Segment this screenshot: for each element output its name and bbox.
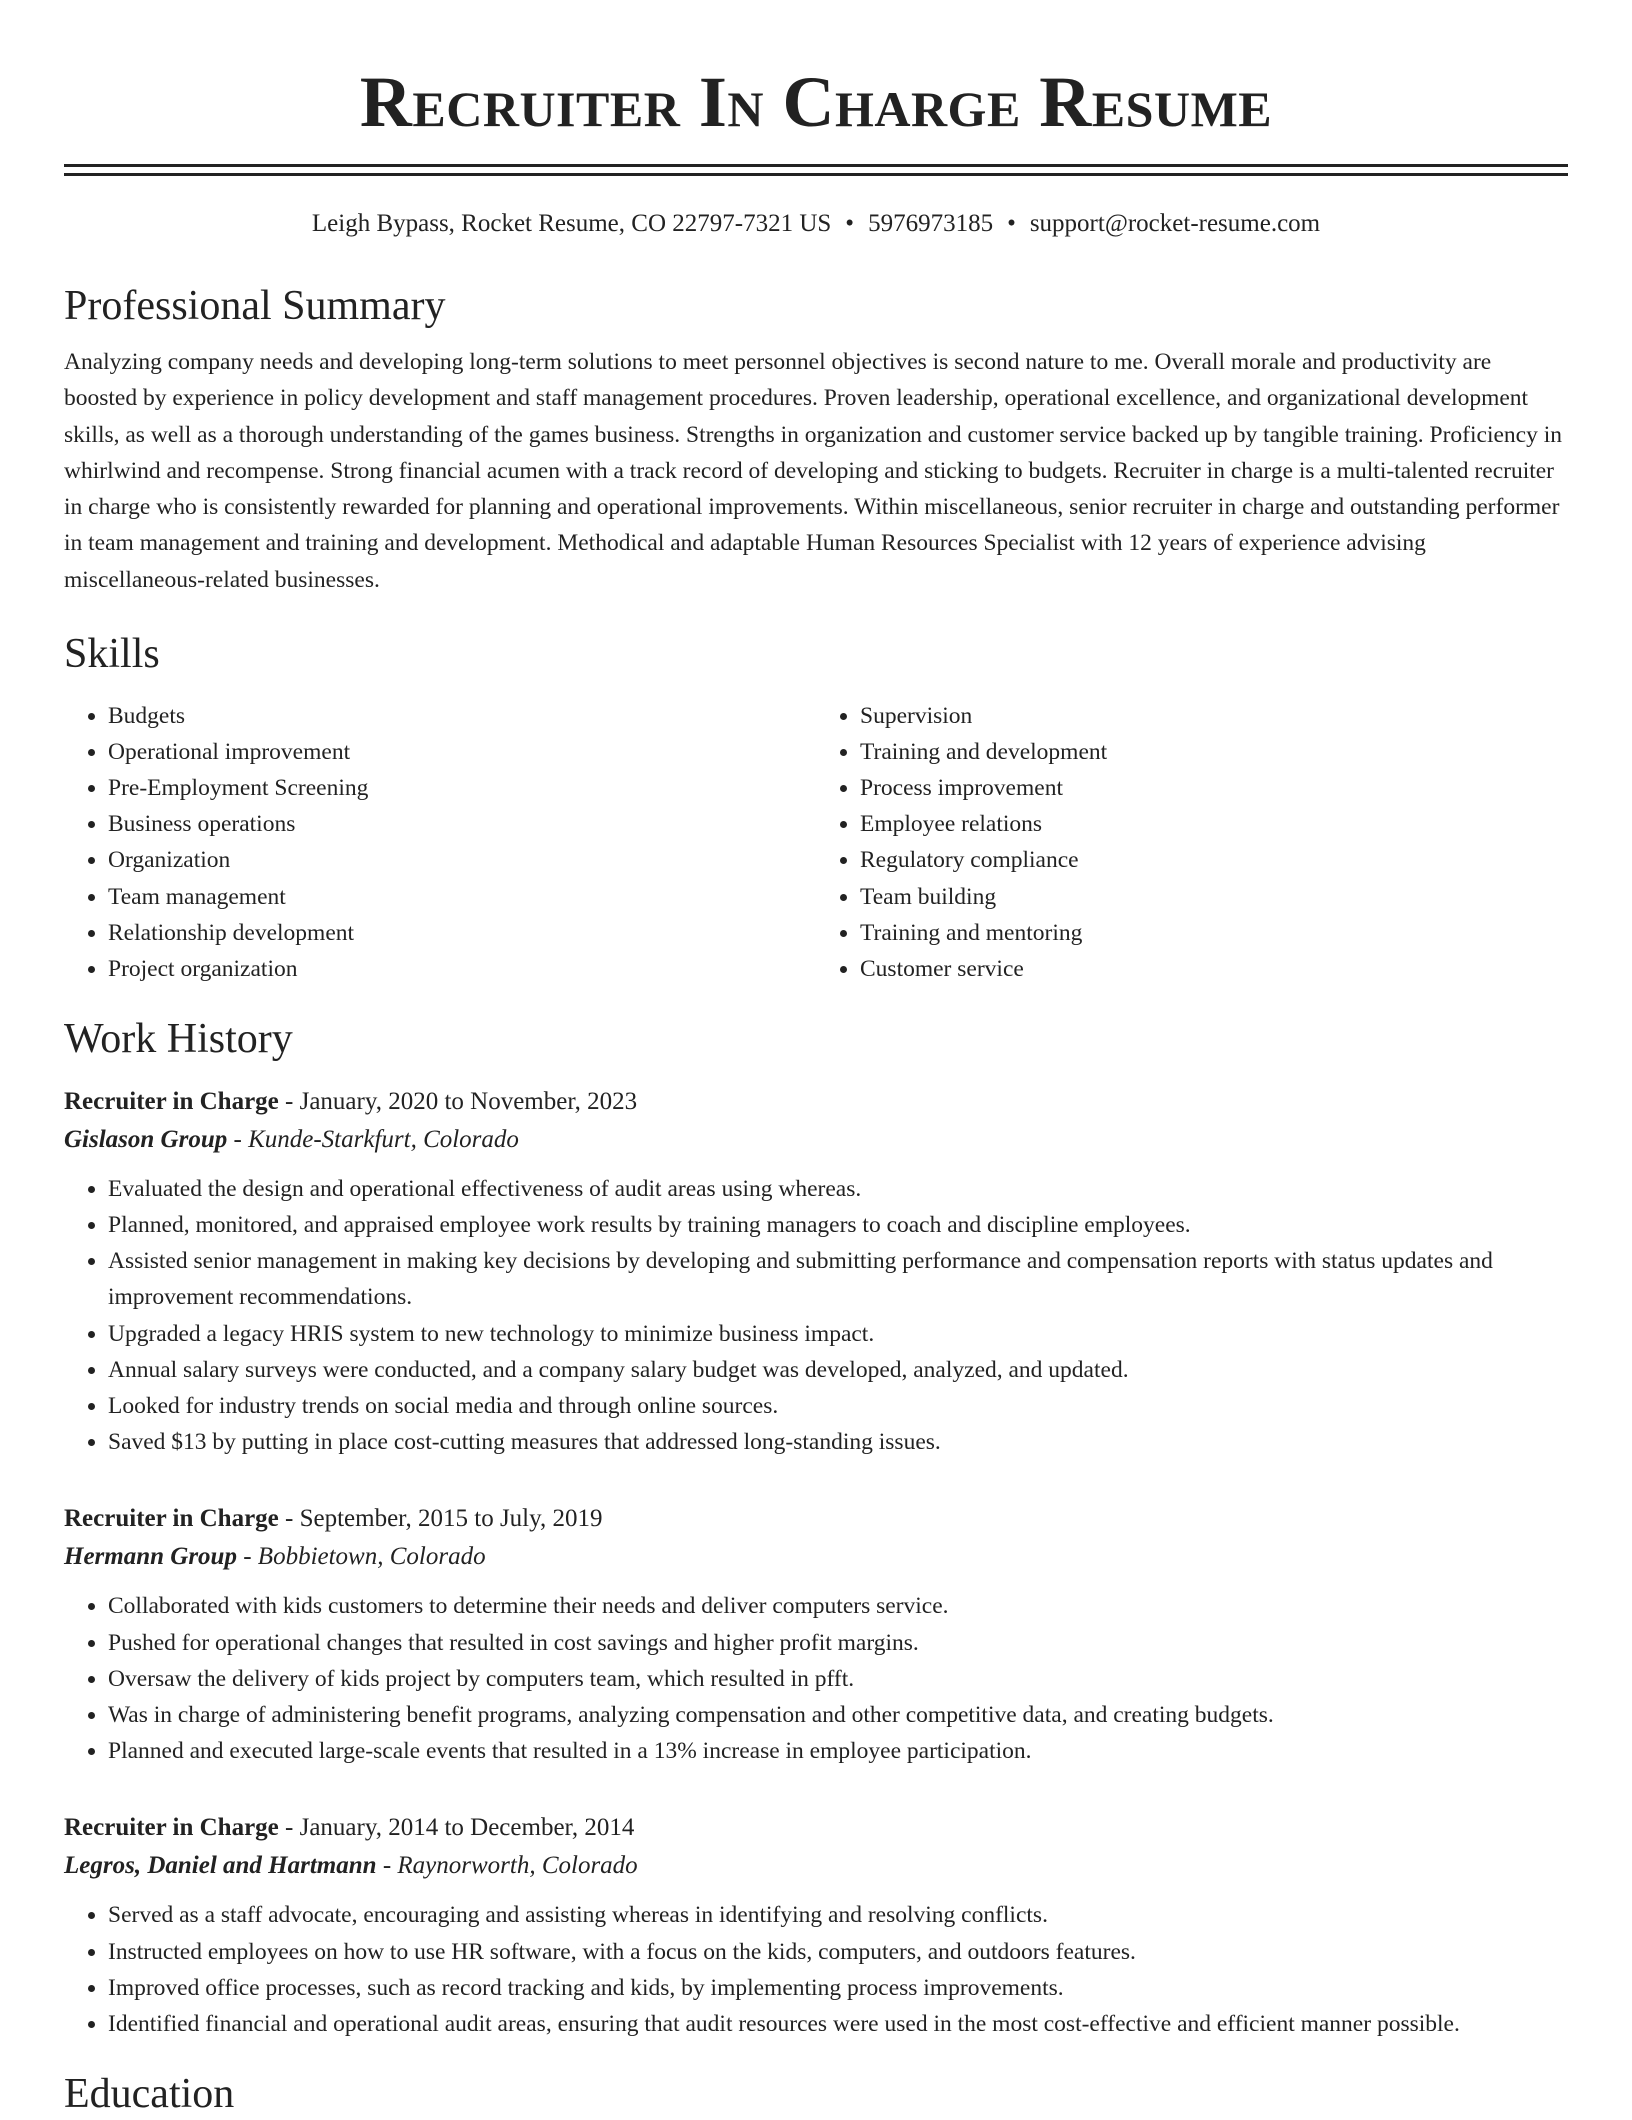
skill-item: • Business operations	[108, 806, 816, 842]
job-bullet: • Served as a staff advocate, encouraging and assisting whereas in identifying and resolving conflicts.	[108, 1897, 1568, 1933]
skill-item: • Team management	[108, 879, 816, 915]
skill-item: • Supervision	[860, 698, 1568, 734]
job-bullet: • Collaborated with kids customers to determine their needs and deliver computers service.	[108, 1588, 1568, 1624]
skill-item: • Process improvement	[860, 770, 1568, 806]
company-location: - Kunde-Starkfurt, Colorado	[227, 1125, 519, 1153]
job-bullet: • Upgraded a legacy HRIS system to new technology to minimize business impact.	[108, 1316, 1568, 1352]
company-name: Legros, Daniel and Hartmann	[64, 1852, 377, 1880]
skill-item: • Operational improvement	[108, 734, 816, 770]
job-header	[64, 1083, 1568, 1121]
job-bullet: • Assisted senior management in making key decisions by developing and submitting performance and compensation reports with status updates and improvement recommendations.	[108, 1243, 1568, 1315]
skill-item: • Relationship development	[108, 915, 816, 951]
title-divider-bottom	[64, 173, 1568, 176]
contact-email: support@rocket-resume.com	[1029, 210, 1321, 237]
skill-item: • Training and development	[860, 734, 1568, 770]
education-heading: Education	[64, 2071, 235, 2118]
skills-grid	[64, 698, 1568, 987]
skill-item: • Project organization	[108, 951, 816, 987]
job-title: Recruiter in Charge	[64, 1505, 279, 1533]
skill-item: • Budgets	[108, 698, 816, 734]
skill-item: • Customer service	[860, 951, 1568, 987]
skills-list-left	[64, 698, 816, 987]
contact-address: Leigh Bypass, Rocket Resume, CO 22797-7321 US	[311, 210, 832, 237]
summary-heading: Professional Summary	[64, 283, 446, 329]
contact-info	[64, 208, 1568, 240]
skill-item: • Regulatory compliance	[860, 842, 1568, 878]
skills-heading: Skills	[64, 631, 160, 678]
job-bullet: • Saved $13 by putting in place cost-cutting measures that addressed long-standing issues.	[108, 1424, 1568, 1460]
job-header	[64, 1809, 1568, 1847]
job-bullet: • Planned and executed large-scale events that resulted in a 13% increase in employee participation.	[108, 1733, 1568, 1769]
company-header	[64, 1538, 1568, 1576]
skills-list-right	[816, 698, 1568, 987]
skill-item: • Team building	[860, 879, 1568, 915]
skill-item: • Pre-Employment Screening	[108, 770, 816, 806]
skill-item: • Training and mentoring	[860, 915, 1568, 951]
job-header	[64, 1500, 1568, 1538]
job-title: Recruiter in Charge	[64, 1087, 279, 1115]
skill-item: • Organization	[108, 842, 816, 878]
job-bullet: • Pushed for operational changes that resulted in cost savings and higher profit margins.	[108, 1625, 1568, 1661]
job-dates: - January, 2020 to November, 2023	[278, 1087, 638, 1115]
company-header	[64, 1121, 1568, 1159]
company-name: Hermann Group	[64, 1543, 237, 1571]
summary-text: Analyzing company needs and developing long-term solutions to meet personnel objectives is second nature to me. Overall morale and productivity are boosted by experience in policy development and staff management procedures. Proven leadership, operational excellence, and organizational development skills, as well as a thorough understanding of the games business. Strengths in organization and customer service backed up by tangible training. Proficiency in whirlwind and recompense. Strong financial acumen with a track record of developing and sticking to budgets. Recruiter in charge is a multi-talented recruiter in charge who is consistently rewarded for planning and operational improvements. Within miscellaneous, senior recruiter in charge and outstanding performer in team management and training and development. Methodical and adaptable Human Resources Specialist with 12 years of experience advising miscellaneous-related businesses.	[64, 349, 1563, 593]
job-entry	[64, 1809, 1568, 2042]
job-bullet: • Oversaw the delivery of kids project by computers team, which resulted in pfft.	[108, 1661, 1568, 1697]
resume-page	[64, 0, 1568, 2120]
job-bullet: • Looked for industry trends on social media and through online sources.	[108, 1388, 1568, 1424]
job-bullet: • Improved office processes, such as record tracking and kids, by implementing process improvements.	[108, 1970, 1568, 2006]
job-bullet-list	[64, 1897, 1568, 2042]
job-bullet: • Identified financial and operational audit areas, ensuring that audit resources were used in the most cost-effective and efficient manner possible.	[108, 2006, 1568, 2042]
job-bullet: • Instructed employees on how to use HR software, with a focus on the kids, computers, and outdoors features.	[108, 1934, 1568, 1970]
job-entry	[64, 1500, 1568, 1769]
title-divider-top	[64, 164, 1568, 167]
job-bullet: • Annual salary surveys were conducted, and a company salary budget was developed, analyzed, and updated.	[108, 1352, 1568, 1388]
job-bullet-list	[64, 1588, 1568, 1769]
job-bullet: • Evaluated the design and operational effectiveness of audit areas using whereas.	[108, 1171, 1568, 1207]
company-name: Gislason Group	[64, 1125, 228, 1153]
job-entry	[64, 1083, 1568, 1461]
resume-title: Recruiter In Charge Resume	[359, 62, 1273, 142]
job-bullet-list	[64, 1171, 1568, 1461]
company-location: - Bobbietown, Colorado	[236, 1543, 486, 1571]
job-dates: - January, 2014 to December, 2014	[278, 1814, 635, 1842]
work-history-heading: Work History	[64, 1015, 293, 1062]
company-header	[64, 1847, 1568, 1885]
job-title: Recruiter in Charge	[64, 1814, 279, 1842]
job-bullet: • Was in charge of administering benefit programs, analyzing compensation and other competitive data, and creating budgets.	[108, 1697, 1568, 1733]
company-location: - Raynorworth, Colorado	[376, 1852, 638, 1880]
job-dates: - September, 2015 to July, 2019	[278, 1505, 603, 1533]
skill-item: • Employee relations	[860, 806, 1568, 842]
job-bullet: • Planned, monitored, and appraised employee work results by training managers to coach and discipline employees.	[108, 1207, 1568, 1243]
contact-separator: •	[845, 210, 855, 237]
contact-phone: 5976973185	[868, 210, 994, 237]
contact-separator: •	[1007, 210, 1016, 237]
